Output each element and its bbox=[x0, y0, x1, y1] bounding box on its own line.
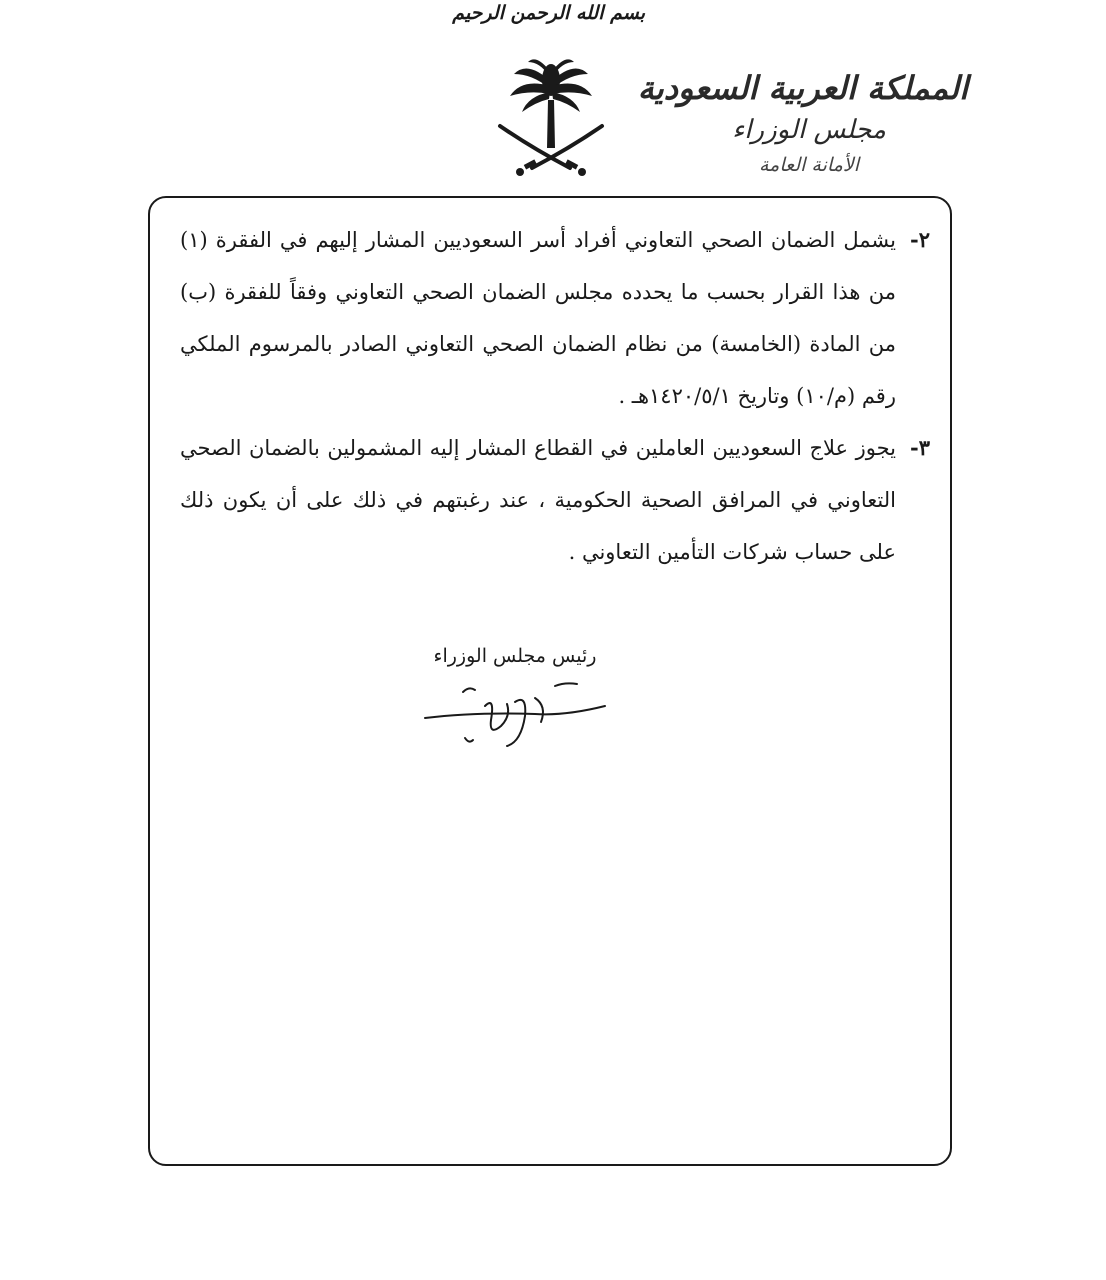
clause-text: يجوز علاج السعوديين العاملين في القطاع المشار إليه المشمولين بالضمان الصحي التعاوني في المرافق الصحية الحكومية ، عند رغبتهم في ذلك على أن يكون ذلك على حساب شركات التأمين التعاوني . bbox=[180, 436, 896, 564]
clause-number: ٢- bbox=[910, 227, 930, 252]
signatory-title: رئيس مجلس الوزراء bbox=[433, 645, 597, 667]
document-body bbox=[180, 214, 930, 578]
handwritten-signature bbox=[415, 676, 615, 756]
signature-block bbox=[410, 640, 620, 756]
clause-3 bbox=[180, 422, 930, 578]
secretariat-title: الأمانة العامة bbox=[759, 154, 859, 176]
clause-text: يشمل الضمان الصحي التعاوني أفراد أسر السعوديين المشار إليهم في الفقرة (١) من هذا القرار بحسب ما يحدده مجلس الضمان الصحي التعاوني وفقاً للفقرة (ب) من المادة (الخامسة) من نظام الضمان الصحي التعاوني الصادر بالمرسوم الملكي رقم (م/١٠) وتاريخ ١٤٢٠/٥/١هـ . bbox=[180, 228, 896, 408]
clause-number: ٣- bbox=[910, 435, 930, 460]
council-title: مجلس الوزراء bbox=[732, 115, 886, 145]
saudi-emblem-icon bbox=[492, 52, 610, 178]
kingdom-title: المملكة العربية السعودية bbox=[637, 69, 968, 107]
clause-2 bbox=[180, 214, 930, 422]
letterhead bbox=[637, 66, 968, 180]
basmala-heading: بسم الله الرحمن الرحيم bbox=[452, 2, 645, 24]
